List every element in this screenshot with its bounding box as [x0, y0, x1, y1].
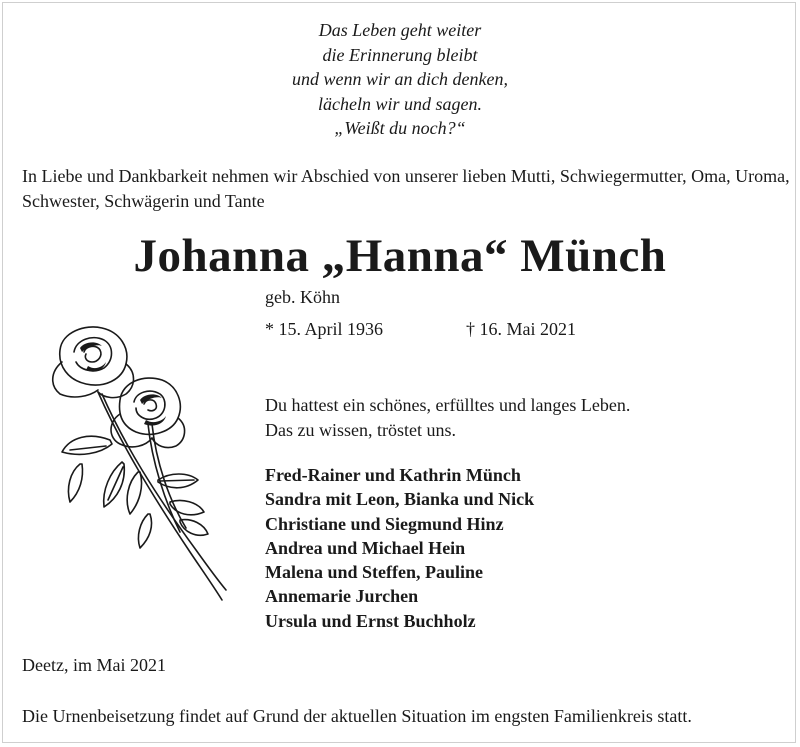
poem-line: „Weißt du noch?“	[334, 118, 466, 138]
birth-name: geb. Köhn	[265, 287, 340, 307]
rose-illustration	[40, 322, 240, 607]
place-date: Deetz, im Mai 2021	[22, 655, 166, 675]
mourner-entry: Malena und Steffen, Pauline	[265, 562, 484, 583]
intro-text: In Liebe und Dankbarkeit nehmen wir Abschied von unserer lieben Mutti, Schwiegermutter, Oma, Uroma, Schwester, Schwägerin und Tante	[22, 166, 790, 211]
deceased-name: Johanna „Hanna“ Münch	[133, 230, 667, 282]
mourners-list	[265, 463, 534, 633]
memorial-poem	[0, 18, 800, 141]
poem-line: lächeln wir und sagen.	[318, 93, 482, 114]
mourner-entry: Ursula und Ernst Buchholz	[265, 610, 476, 631]
mourner-entry: Fred-Rainer und Kathrin Münch	[265, 465, 521, 485]
poem-line: Das Leben geht weiter	[318, 20, 482, 40]
mourner-entry: Sandra mit Leon, Bianka und Nick	[265, 489, 535, 510]
poem-line: die Erinnerung bleibt	[322, 44, 478, 65]
quote-line: Das zu wissen, tröstet uns.	[265, 420, 456, 440]
mourner-entry: Annemarie Jurchen	[265, 586, 419, 607]
burial-note: Die Urnenbeisetzung findet auf Grund der aktuellen Situation im engsten Familienkreis statt.	[22, 706, 692, 726]
death-date: † 16. Mai 2021	[466, 319, 576, 339]
quote-text	[265, 393, 630, 443]
mourner-entry: Andrea und Michael Hein	[265, 537, 466, 558]
poem-line: und wenn wir an dich denken,	[292, 69, 508, 89]
birth-date: * 15. April 1936	[265, 319, 384, 339]
mourner-entry: Christiane und Siegmund Hinz	[265, 513, 504, 534]
quote-line: Du hattest ein schönes, erfülltes und langes Leben.	[265, 395, 631, 415]
